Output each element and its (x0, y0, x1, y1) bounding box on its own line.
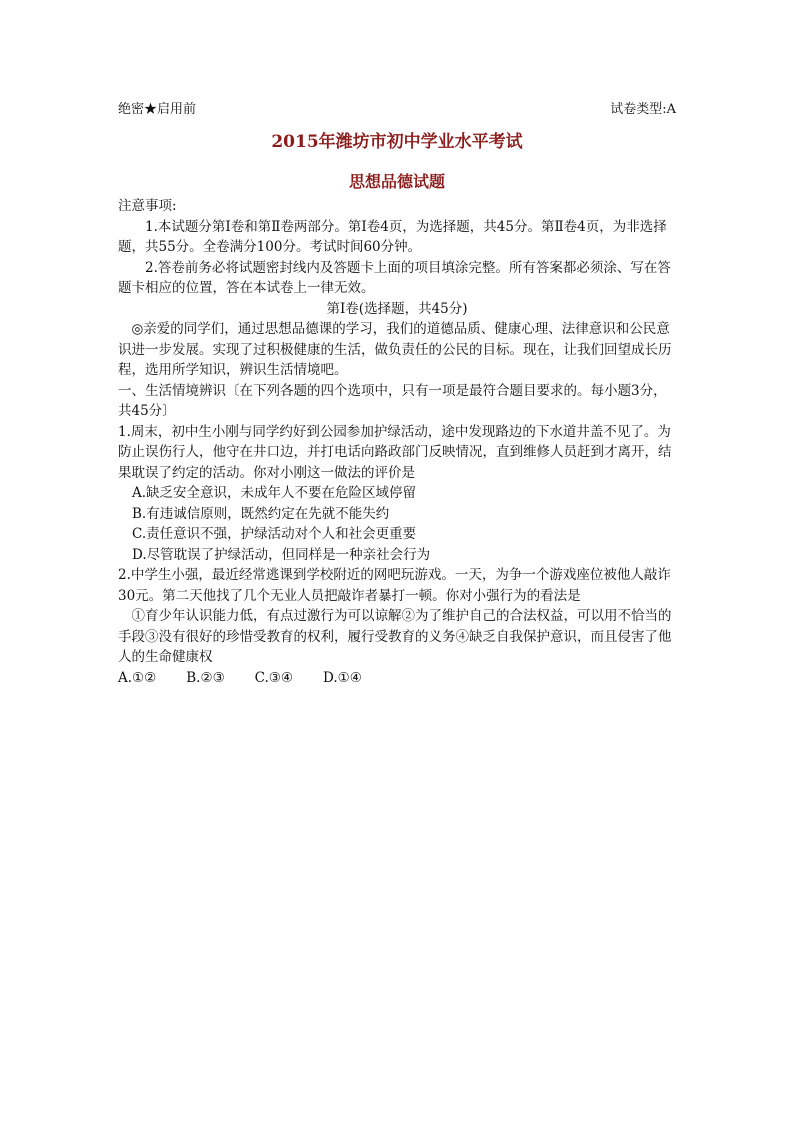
question-2-answer-d: D.①④ (323, 669, 362, 686)
question-1-stem: 1.周末，初中生小刚与同学约好到公园参加护绿活动，途中发现路边的下水道井盖不见了。为防止误伤行人，他守在井口边，并打电话向路政部门反映情况，直到维修人员赶到才离开，结果耽误了约定的活动。你对小刚这一做法的评价是 (118, 423, 672, 481)
notice-item-1: 1.本试题分第Ⅰ卷和第Ⅱ卷两部分。第Ⅰ卷4页，为选择题，共45分。第Ⅱ卷4页，为非选择题，共55分。全卷满分100分。考试时间60分钟。 (118, 218, 667, 255)
part1-title: 一、生活情境辨识〔在下列各题的四个选项中，只有一项是最符合题目要求的。每小题3分，共45分〕 (118, 382, 667, 419)
intro-paragraph: ◎亲爱的同学们，通过思想品德课的学习，我们的道德品质、健康心理、法律意识和公民意识进一步发展。实现了过积极健康的生活，做负责任的公民的目标。现在，让我们回望成长历程，选用所学知识，辨识生活情境吧。 (118, 321, 672, 378)
section1-title: 第Ⅰ卷(选择题，共45分) (326, 300, 468, 317)
paper-type-label: 试卷类型:A (610, 102, 676, 117)
notice-item-2: 2.答卷前务必将试题密封线内及答题卡上面的项目填涂完整。所有答案都必须涂、写在答题卡相应的位置，答在本试卷上一律无效。 (118, 259, 671, 296)
exam-title: 2015年潍坊市初中学业水平考试 (271, 132, 523, 152)
confidential-label: 绝密★启用前 (118, 102, 197, 117)
question-1-option-b: B.有违诚信原则，既然约定在先就不能失约 (132, 505, 390, 522)
notice-heading: 注意事项: (118, 198, 177, 214)
question-1-option-c: C.责任意识不强，护绿活动对个人和社会更重要 (132, 526, 417, 542)
question-1-option-a: A.缺乏安全意识，未成年人不要在危险区域停留 (132, 485, 417, 501)
question-1-option-d: D.尽管耽误了护绿活动，但同样是一种亲社会行为 (132, 546, 431, 563)
question-2-stem: 2.中学生小强，最近经常逃课到学校附近的网吧玩游戏。一天，为争一个游戏座位被他人敲诈30元。第二天他找了几个无业人员把敲诈者暴打一顿。你对小强行为的看法是 (118, 567, 671, 604)
header-row (118, 100, 676, 120)
question-2-answer-b: B.②③ (186, 669, 225, 686)
question-2-answers (118, 668, 676, 689)
exam-subtitle: 思想品德试题 (348, 172, 445, 191)
question-2-answer-c: C.③④ (254, 669, 294, 686)
exam-page (118, 100, 676, 688)
question-2-statements: ①育少年认识能力低，有点过激行为可以谅解②为了维护自己的合法权益，可以用不恰当的手段③没有很好的珍惜受教育的权利，履行受教育的义务④缺乏自我保护意识，而且侵害了他人的生命健康权 (118, 608, 672, 665)
question-2-answer-a: A.①② (118, 669, 157, 686)
